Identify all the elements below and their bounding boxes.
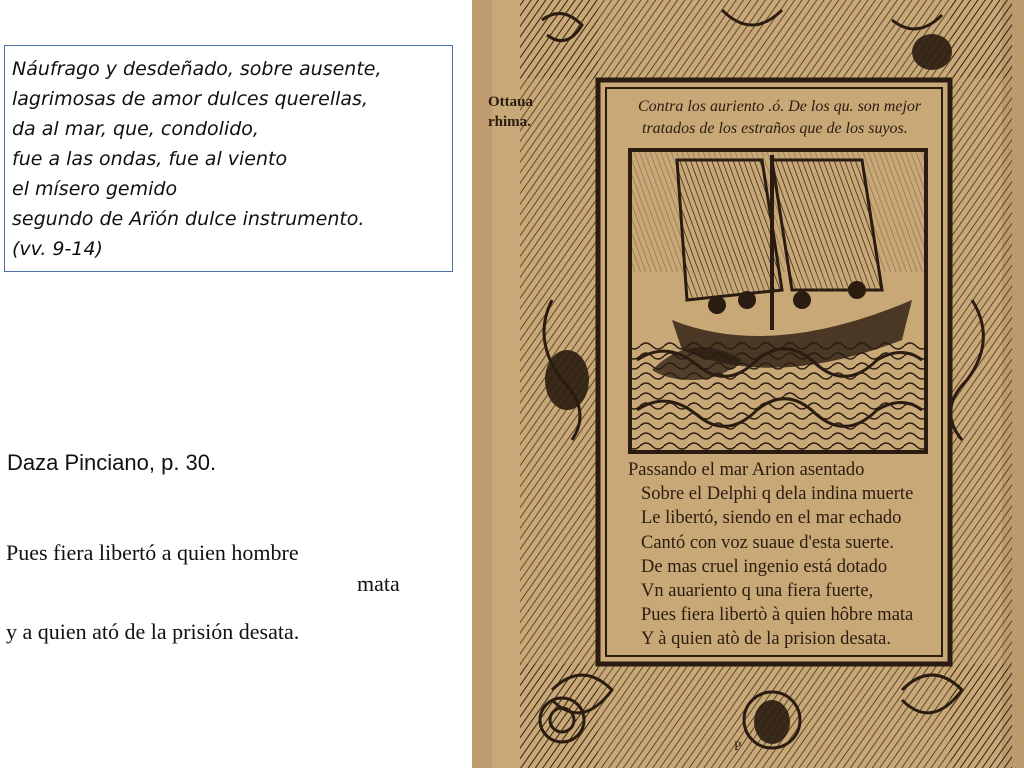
verse-line-1-continuation: mata — [357, 571, 400, 596]
emblem-stanza — [628, 458, 913, 652]
quote-line: Náufrago y desdeñado, sobre ausente, — [12, 58, 382, 80]
stanza-line: Passando el mar Arion asentado — [628, 460, 865, 480]
stanza-line: Cantó con voz suaue d'esta suerte. — [641, 532, 895, 553]
margin-note — [488, 92, 533, 132]
stanza-line: Le libertó, siendo en el mar echado — [641, 508, 902, 529]
stanza-line: Y à quien atò de la prision desata. — [641, 629, 892, 650]
quote-line: fue a las ondas, fue al viento — [12, 148, 288, 170]
quote-line: da al mar, que, condolido, — [12, 118, 259, 140]
quote-line: lagrimosas de amor dulces querellas, — [12, 88, 368, 110]
quote-citation: (vv. 9-14) — [12, 238, 103, 260]
woodcut-page-image — [472, 0, 1024, 768]
page-signature-mark: P — [734, 738, 742, 753]
verse-line-1: Pues fiera libertó a quien hombre — [6, 540, 299, 565]
margin-note-line: rhima. — [488, 114, 531, 130]
quote-box — [4, 45, 453, 272]
heading-line: Contra los auriento .ó. De los qu. son mejor — [638, 98, 922, 115]
emblem-heading — [638, 96, 921, 140]
quote-line: segundo de Arïón dulce instrumento. — [12, 208, 365, 230]
verse-line-2: y a quien ató de la prisión desata. — [6, 619, 300, 644]
margin-note-line: Ottaua — [488, 94, 533, 110]
stanza-line: Pues fiera libertò à quien hôbre mata — [641, 605, 914, 626]
stanza-line: De mas cruel ingenio está dotado — [641, 556, 888, 577]
source-citation: Daza Pinciano, p. 30. — [7, 450, 217, 475]
stanza-line: Sobre el Delphi q dela indina muerte — [641, 484, 914, 505]
heading-line: tratados de los estraños que de los suyos. — [642, 120, 908, 137]
quote-line: el mísero gemido — [12, 178, 178, 200]
stanza-line: Vn auariento q una fiera fuerte, — [641, 581, 874, 602]
